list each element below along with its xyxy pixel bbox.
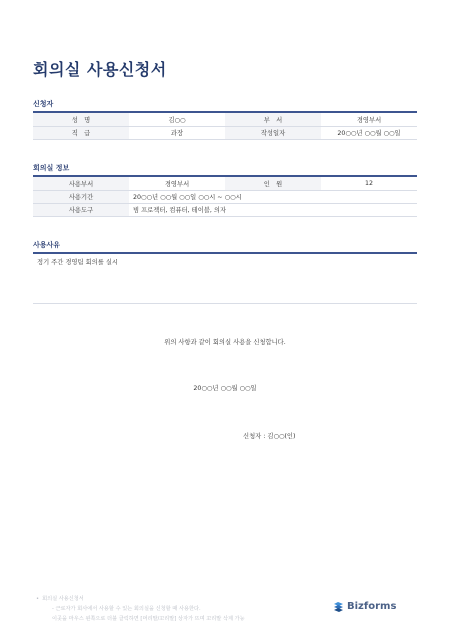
value-name: 김○○ <box>129 113 225 126</box>
request-statement: 위의 사항과 같이 회의실 사용을 신청합니다. <box>164 339 286 346</box>
section-label-reason: 사용사유 <box>33 241 61 249</box>
table-row <box>33 190 417 203</box>
table-row <box>33 203 417 216</box>
value-using-department: 경영부서 <box>129 177 225 190</box>
bizforms-logo-icon <box>333 601 344 612</box>
room-info-table <box>33 177 417 217</box>
label-equipment: 사용도구 <box>33 203 129 216</box>
footer-title: 회의실 사용신청서 <box>42 596 84 602</box>
document-title: 회의실 사용신청서 <box>33 60 167 79</box>
value-department: 경영부서 <box>321 113 417 126</box>
bizforms-logo-text: Bizforms <box>347 601 397 612</box>
table-row <box>33 126 417 139</box>
footer-description: - 근로자가 회사에서 사용할 수 있는 회의실을 신청할 때 사용한다. <box>52 606 201 612</box>
value-written-date: 20○○년 ○○월 ○○일 <box>321 126 417 139</box>
application-date: 20○○년 ○○월 ○○일 <box>193 385 257 392</box>
bullet-icon: • <box>36 596 40 602</box>
reason-box <box>33 254 417 304</box>
section-label-applicant: 신청자 <box>33 100 54 108</box>
label-written-date: 작성일자 <box>225 126 321 139</box>
applicant-table <box>33 113 417 140</box>
label-department: 부 서 <box>225 113 321 126</box>
section-label-room-info: 회의실 정보 <box>33 164 70 172</box>
label-attendees: 인 원 <box>225 177 321 190</box>
bizforms-logo <box>333 601 396 612</box>
applicant-signature: 신청자 : 김○○(인) <box>243 433 296 440</box>
reason-text: 정기 주간 경영팀 회의를 실시 <box>37 259 118 266</box>
value-attendees: 12 <box>321 177 417 190</box>
label-usage-period: 사용기간 <box>33 190 129 203</box>
footer-hint: 이곳을 마우스 왼쪽으로 더블 클릭하면 [머리말/꼬리말] 상자가 뜨며 꼬리말 삭제 가능 <box>52 616 245 622</box>
value-usage-period: 20○○년 ○○월 ○○일 ○○시 ~ ○○시 <box>129 190 417 203</box>
label-name: 성 명 <box>33 113 129 126</box>
table-row <box>33 177 417 190</box>
label-position: 직 급 <box>33 126 129 139</box>
table-row <box>33 113 417 126</box>
value-position: 과장 <box>129 126 225 139</box>
value-equipment: 빔 프로젝터, 컴퓨터, 테이블, 의자 <box>129 203 417 216</box>
footer-note <box>36 594 245 624</box>
label-using-department: 사용부서 <box>33 177 129 190</box>
